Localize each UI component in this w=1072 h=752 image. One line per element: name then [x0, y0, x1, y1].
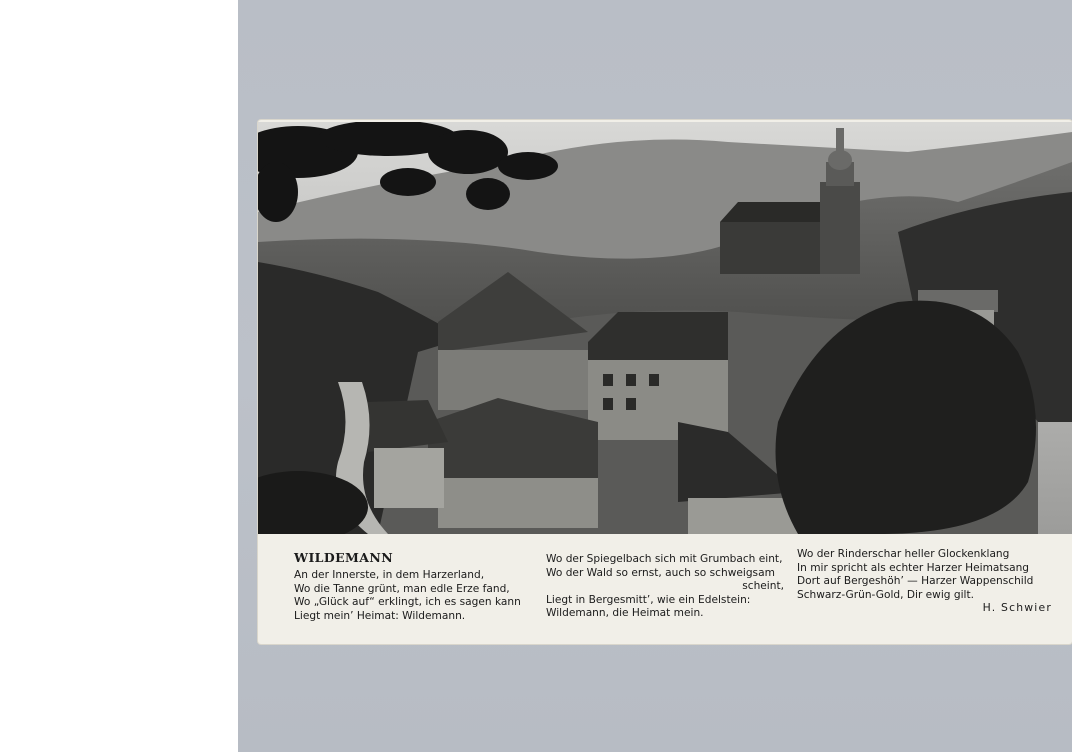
stanza-2-line: Wildemann, die Heimat mein. — [546, 607, 704, 620]
stanza-2-line: Wo der Wald so ernst, auch so schweigsam — [546, 566, 775, 579]
stanza-2-line: Liegt in Bergesmitt’, wie ein Edelstein: — [546, 593, 751, 606]
stanza-2 — [546, 553, 784, 621]
stanza-3-line: Dort auf Bergeshöh’ — Harzer Wappenschild — [797, 575, 1034, 588]
stanza-3 — [797, 548, 1033, 602]
stanza-1-line: Wo „Glück auf“ erklingt, ich es sagen kann — [294, 596, 521, 609]
stanza-1-line: An der Innerste, in dem Harzerland, — [294, 569, 485, 581]
stanza-3-line: Schwarz-Grün-Gold, Dir ewig gilt. — [797, 588, 975, 601]
author-name: H. Schwier — [982, 601, 1052, 614]
card-title: WILDEMANN — [294, 550, 394, 565]
stanza-1-line: Wo die Tanne grünt, man edle Erze fand, — [294, 582, 510, 595]
blank-margin — [0, 0, 238, 752]
stanza-2-line: Wo der Spiegelbach sich mit Grumbach eint, — [546, 553, 783, 565]
stanza-1 — [294, 569, 521, 623]
stanza-3-line: In mir spricht als echter Harzer Heimatsang — [797, 561, 1030, 574]
stanza-2-line: scheint, — [742, 580, 784, 593]
stanza-3-line: Wo der Rinderschar heller Glockenklang — [797, 548, 1010, 560]
village-photo — [258, 122, 1072, 534]
stanza-1-line: Liegt mein’ Heimat: Wildemann. — [294, 609, 466, 622]
